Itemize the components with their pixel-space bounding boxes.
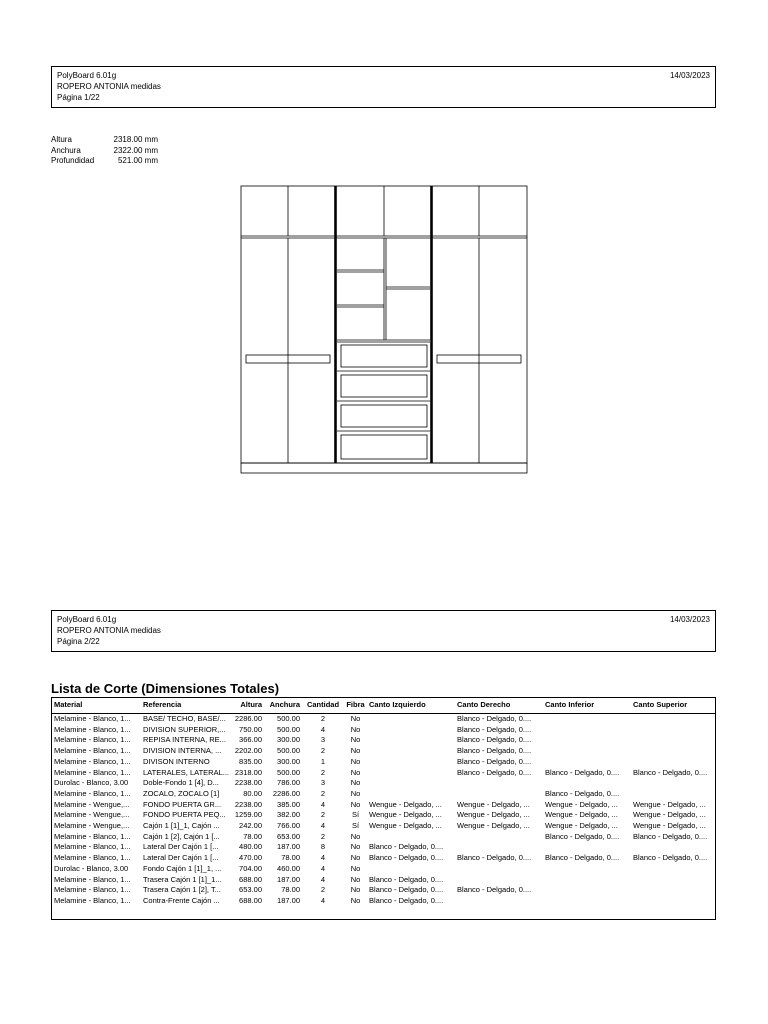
table-cell: 750.00 <box>239 724 262 734</box>
table-cell: Cajón 1 [2], Cajón 1 [... <box>143 831 220 841</box>
table-cell: Melamine - Blanco, 1... <box>54 746 131 756</box>
table-cell <box>543 875 631 886</box>
table-cell: No <box>350 746 361 756</box>
table-cell: Lateral Der Cajón 1 [... <box>143 853 219 863</box>
table-cell: 366.00 <box>239 735 262 745</box>
dimension-label: Anchura <box>51 145 81 155</box>
table-cell: 2238.00 <box>234 799 262 809</box>
table-cell: 2 <box>320 810 326 820</box>
table-row <box>52 885 715 896</box>
table-cell: Blanco - Delgado, 0.... <box>457 756 532 766</box>
table-cell: Trasera Cajón 1 [1]_1... <box>143 874 222 884</box>
table-cell: Wengue - Delgado, ... <box>369 799 442 809</box>
table-cell <box>455 832 543 843</box>
table-cell: Blanco - Delgado, 0.... <box>457 853 532 863</box>
table-cell: 653.00 <box>239 885 262 895</box>
table-cell: 480.00 <box>239 842 262 852</box>
table-cell: 2286.00 <box>272 788 300 798</box>
column-header: Canto Superior <box>631 698 715 714</box>
cut-list-table <box>51 697 716 920</box>
table-cell: 2286.00 <box>234 714 262 723</box>
table-cell: Durolac - Blanco, 3.00 <box>54 778 129 788</box>
table-cell <box>543 735 631 746</box>
app-name: PolyBoard 6.01g <box>57 71 117 80</box>
table-cell: Fondo Cajón 1 [1]_1, ... <box>143 863 222 873</box>
table-cell: No <box>350 895 361 905</box>
column-header: Anchura <box>264 698 302 714</box>
table-cell: LATERALES, LATERAL... <box>143 767 229 777</box>
table-cell: Wengue - Delgado, ... <box>369 810 442 820</box>
table-row <box>52 789 715 800</box>
table-cell: FONDO PUERTA GR... <box>143 799 222 809</box>
table-cell: 242.00 <box>239 821 262 831</box>
table-cell: Melamine - Wengue,... <box>54 821 130 831</box>
column-header: Canto Derecho <box>455 698 543 714</box>
table-cell <box>631 735 715 746</box>
page-header <box>51 610 716 652</box>
table-cell: 4 <box>320 874 326 884</box>
drawer-front <box>341 405 427 427</box>
wardrobe-elevation-drawing <box>240 185 530 475</box>
drawer-front <box>341 345 427 367</box>
table-cell: Blanco - Delgado, 0.... <box>545 788 620 798</box>
column-header: Altura <box>229 698 264 714</box>
table-cell: 786.00 <box>277 778 300 788</box>
table-cell: Melamine - Blanco, 1... <box>54 895 131 905</box>
table-row <box>52 725 715 736</box>
table-cell: REPISA INTERNA, RE... <box>143 735 226 745</box>
table-cell: 688.00 <box>239 874 262 884</box>
dimension-label: Altura <box>51 135 72 144</box>
dimension-value: 2318.00 mm <box>113 135 158 144</box>
table-cell <box>631 789 715 800</box>
table-cell: No <box>350 724 361 734</box>
print-date: 14/03/2023 <box>669 615 710 624</box>
table-row <box>52 746 715 757</box>
table-cell: 8 <box>320 842 326 852</box>
table-cell <box>455 842 543 853</box>
table-row <box>52 714 715 725</box>
table-cell: Blanco - Delgado, 0.... <box>633 767 708 777</box>
table-cell: Wengue - Delgado, ... <box>633 810 706 820</box>
table-cell: No <box>350 735 361 745</box>
table-cell: 187.00 <box>277 874 300 884</box>
table-cell: Wengue - Delgado, ... <box>633 821 706 831</box>
table-row <box>52 875 715 886</box>
table-cell <box>631 842 715 853</box>
table-cell <box>367 735 455 746</box>
table-cell: Melamine - Wengue,... <box>54 799 130 809</box>
table-cell: BASE/ TECHO, BASE/... <box>143 714 226 723</box>
dimension-row <box>51 146 158 157</box>
table-cell: Doble-Fondo 1 [4], D... <box>143 778 219 788</box>
table-cell: No <box>350 885 361 895</box>
table-cell: Blanco - Delgado, 0.... <box>369 853 444 863</box>
table-cell: 2 <box>320 746 326 756</box>
table-cell <box>631 757 715 768</box>
table-cell: Blanco - Delgado, 0.... <box>457 885 532 895</box>
dimension-row <box>51 135 158 146</box>
table-cell <box>367 746 455 757</box>
table-cell: 78.00 <box>243 831 262 841</box>
table-cell: 4 <box>320 799 326 809</box>
table-cell <box>367 757 455 768</box>
table-cell: Melamine - Blanco, 1... <box>54 714 131 723</box>
table-cell: 385.00 <box>277 799 300 809</box>
table-cell <box>367 832 455 843</box>
table-cell: 187.00 <box>277 895 300 905</box>
table-cell: 2 <box>320 831 326 841</box>
table-row <box>52 821 715 832</box>
table-cell: Blanco - Delgado, 0.... <box>457 735 532 745</box>
table-cell <box>631 725 715 736</box>
table-cell: Melamine - Blanco, 1... <box>54 788 131 798</box>
table-cell: Melamine - Blanco, 1... <box>54 724 131 734</box>
table-cell: DIVISION SUPERIOR,... <box>143 724 226 734</box>
table-row <box>52 810 715 821</box>
table-cell: No <box>350 831 361 841</box>
table-cell: 2202.00 <box>234 746 262 756</box>
table-cell: Blanco - Delgado, 0.... <box>457 714 532 723</box>
table-cell <box>367 778 455 789</box>
table-row <box>52 778 715 789</box>
table-cell <box>455 789 543 800</box>
page-number: Página 2/22 <box>57 637 100 646</box>
table-cell: 4 <box>320 895 326 905</box>
table-cell <box>543 864 631 875</box>
table-cell <box>543 714 631 725</box>
table-cell: Melamine - Blanco, 1... <box>54 831 131 841</box>
table-header-row <box>52 698 715 714</box>
table-cell: Blanco - Delgado, 0.... <box>369 885 444 895</box>
table-cell: 4 <box>320 821 326 831</box>
table-cell <box>367 725 455 736</box>
table-cell: Blanco - Delgado, 0.... <box>545 853 620 863</box>
table-cell: 500.00 <box>277 746 300 756</box>
table-cell: 78.00 <box>281 885 300 895</box>
table-cell <box>543 842 631 853</box>
table-cell: 2 <box>320 885 326 895</box>
table-cell: Sí <box>351 821 360 831</box>
table-cell <box>543 778 631 789</box>
table-cell <box>455 864 543 875</box>
table-cell: No <box>350 756 361 766</box>
table-cell: 688.00 <box>239 895 262 905</box>
table-cell: 4 <box>320 853 326 863</box>
table-cell <box>367 714 455 725</box>
table-cell: Melamine - Blanco, 1... <box>54 853 131 863</box>
table-cell <box>455 778 543 789</box>
table-row <box>52 896 715 907</box>
table-row <box>52 800 715 811</box>
table-cell: Wengue - Delgado, ... <box>369 821 442 831</box>
column-header: Material <box>52 698 141 714</box>
table-row <box>52 768 715 779</box>
column-header: Fibra <box>344 698 367 714</box>
table-cell: 704.00 <box>239 863 262 873</box>
table-cell <box>631 746 715 757</box>
dimension-label: Profundidad <box>51 156 95 165</box>
column-header: Canto Inferior <box>543 698 631 714</box>
table-cell <box>367 864 455 875</box>
table-cell: Wengue - Delgado, ... <box>457 810 530 820</box>
project-name: ROPERO ANTONIA medidas <box>57 626 161 635</box>
table-cell: Cajón 1 [1]_1, Cajón ... <box>143 821 220 831</box>
project-name: ROPERO ANTONIA medidas <box>57 82 161 91</box>
table-cell: 2 <box>320 714 326 723</box>
table-cell: 2 <box>320 767 326 777</box>
drawer-front <box>341 375 427 397</box>
print-date: 14/03/2023 <box>669 71 710 80</box>
table-cell: Blanco - Delgado, 0.... <box>369 874 444 884</box>
table-cell: Melamine - Blanco, 1... <box>54 756 131 766</box>
table-cell: 835.00 <box>239 756 262 766</box>
table-cell <box>631 864 715 875</box>
dimension-row <box>51 156 158 167</box>
table-cell: Melamine - Blanco, 1... <box>54 874 131 884</box>
table-cell: 300.00 <box>277 756 300 766</box>
table-cell: 4 <box>320 724 326 734</box>
table-cell: Blanco - Delgado, 0.... <box>457 724 532 734</box>
table-cell: Wengue - Delgado, ... <box>633 799 706 809</box>
app-name: PolyBoard 6.01g <box>57 615 117 624</box>
table-cell: Blanco - Delgado, 0.... <box>633 831 708 841</box>
drawer-front <box>341 435 427 459</box>
table-cell <box>631 875 715 886</box>
table-row <box>52 757 715 768</box>
table-cell <box>543 757 631 768</box>
table-cell: ZOCALO, ZOCALO [1] <box>143 788 220 798</box>
table-cell <box>543 746 631 757</box>
table-cell: 470.00 <box>239 853 262 863</box>
table-row <box>52 735 715 746</box>
table-cell: 3 <box>320 735 326 745</box>
table-cell: DIVISON INTERNO <box>143 756 210 766</box>
table-cell <box>455 896 543 907</box>
table-cell: Blanco - Delgado, 0.... <box>633 853 708 863</box>
table-cell: 1259.00 <box>234 810 262 820</box>
overall-dimensions <box>51 135 158 167</box>
table-cell: Wengue - Delgado, ... <box>545 799 618 809</box>
table-cell <box>367 789 455 800</box>
table-cell <box>631 714 715 725</box>
table-cell: Melamine - Blanco, 1... <box>54 767 131 777</box>
table-row <box>52 864 715 875</box>
table-cell: Melamine - Blanco, 1... <box>54 885 131 895</box>
table-row <box>52 842 715 853</box>
table-cell: Sí <box>351 810 360 820</box>
column-header: Referencia <box>141 698 229 714</box>
table-cell: 3 <box>320 778 326 788</box>
table-cell <box>543 885 631 896</box>
table-cell <box>543 725 631 736</box>
table-cell: 2318.00 <box>234 767 262 777</box>
table-cell: Melamine - Blanco, 1... <box>54 842 131 852</box>
table-cell: 766.00 <box>277 821 300 831</box>
table-cell: Melamine - Wengue,... <box>54 810 130 820</box>
table-cell: Contra-Frente Cajón ... <box>143 895 220 905</box>
table-cell: 80.00 <box>243 788 262 798</box>
page-header <box>51 66 716 108</box>
table-cell: Wengue - Delgado, ... <box>457 821 530 831</box>
table-cell: 4 <box>320 863 326 873</box>
table-cell: Blanco - Delgado, 0.... <box>545 831 620 841</box>
table-cell: Wengue - Delgado, ... <box>545 810 618 820</box>
table-cell: Melamine - Blanco, 1... <box>54 735 131 745</box>
table-cell: No <box>350 714 361 723</box>
table-cell: Durolac - Blanco, 3.00 <box>54 863 129 873</box>
cut-list-title: Lista de Corte (Dimensiones Totales) <box>51 681 280 696</box>
table-cell: Trasera Cajón 1 [2], T... <box>143 885 221 895</box>
plinth <box>241 463 527 473</box>
table-cell: 1 <box>320 756 326 766</box>
table-cell <box>367 768 455 779</box>
table-cell: Blanco - Delgado, 0.... <box>369 895 444 905</box>
table-cell: Wengue - Delgado, ... <box>457 799 530 809</box>
table-cell: No <box>350 778 361 788</box>
table-cell <box>543 896 631 907</box>
table-cell: 2238.00 <box>234 778 262 788</box>
column-header: Canto Izquierdo <box>367 698 455 714</box>
table-cell: 382.00 <box>277 810 300 820</box>
table-cell: FONDO PUERTA PEQ... <box>143 810 226 820</box>
table-row <box>52 832 715 843</box>
table-cell <box>455 875 543 886</box>
table-cell: 500.00 <box>277 724 300 734</box>
dimension-value: 521.00 mm <box>117 156 158 165</box>
table-cell: 500.00 <box>277 714 300 723</box>
table-cell: 460.00 <box>277 863 300 873</box>
table-cell: 300.00 <box>277 735 300 745</box>
table-cell: No <box>350 874 361 884</box>
table-cell: DIVISION INTERNA, ... <box>143 746 222 756</box>
table-cell: 78.00 <box>281 853 300 863</box>
table-cell: No <box>350 767 361 777</box>
table-cell: Blanco - Delgado, 0.... <box>457 746 532 756</box>
table-cell: 187.00 <box>277 842 300 852</box>
table-row <box>52 853 715 864</box>
table-cell: No <box>350 842 361 852</box>
table-cell <box>631 896 715 907</box>
table-cell: Wengue - Delgado, ... <box>545 821 618 831</box>
dimension-value: 2322.00 mm <box>113 145 158 155</box>
table-cell <box>631 885 715 896</box>
table-cell <box>631 778 715 789</box>
table-cell: No <box>350 863 361 873</box>
table-cell: Blanco - Delgado, 0.... <box>457 767 532 777</box>
table-cell: 500.00 <box>277 767 300 777</box>
table-cell: No <box>350 788 361 798</box>
table-cell: 653.00 <box>277 831 300 841</box>
table-cell: Blanco - Delgado, 0.... <box>545 767 620 777</box>
table-cell: Lateral Der Cajón 1 [... <box>143 842 219 852</box>
column-header: Cantidad <box>302 698 344 714</box>
table-cell: No <box>350 799 361 809</box>
table-cell: Blanco - Delgado, 0.... <box>369 842 444 852</box>
table-cell: 2 <box>320 788 326 798</box>
table-cell: No <box>350 853 361 863</box>
page-number: Página 1/22 <box>57 93 100 102</box>
